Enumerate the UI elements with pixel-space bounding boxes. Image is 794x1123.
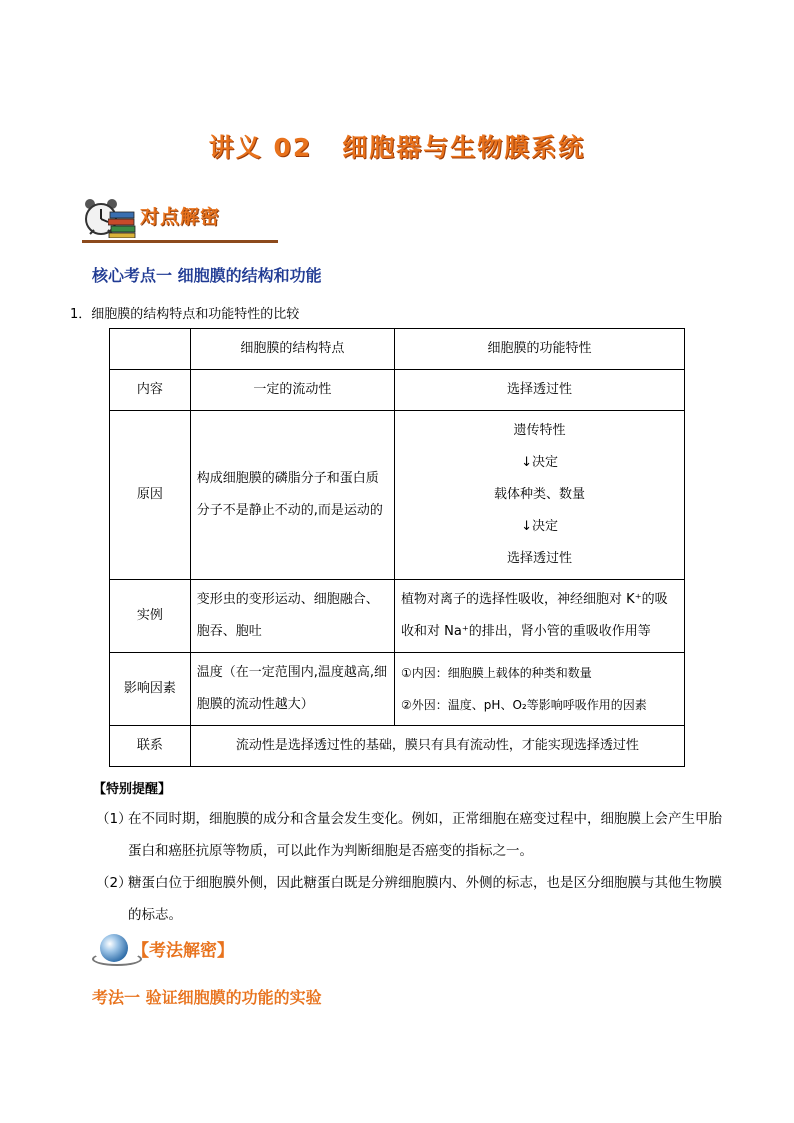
lecture-title: 细胞器与生物膜系统: [342, 133, 586, 162]
table-cell: 选择透过性: [395, 370, 685, 411]
tip-text: 在不同时期，细胞膜的成分和含量会发生变化。例如，正常细胞在癌变过程中，细胞膜上会产生甲胎蛋白和癌胚抗原等物质，可以此作为判断细胞是否癌变的指标之一。: [128, 811, 722, 859]
table-cell: 流动性是选择透过性的基础，膜只有具有流动性，才能实现选择透过性: [190, 726, 684, 767]
table-cell: [395, 411, 685, 580]
section-banner-underline: [82, 240, 278, 243]
question-title: 1．细胞膜的结构特点和功能特性的比较: [70, 307, 300, 322]
core-point-title: 核心考点一 细胞膜的结构和功能: [92, 266, 322, 285]
table-header-cell: 细胞膜的功能特性: [395, 329, 685, 370]
table-row: [110, 653, 685, 726]
table-row: [110, 370, 685, 411]
tip-number: （2）: [96, 875, 132, 891]
table-row: [110, 726, 685, 767]
row-label: 联系: [110, 726, 191, 767]
tip-item: [96, 803, 726, 867]
table-header-row: [110, 329, 685, 370]
method-banner: [92, 930, 292, 970]
row-label: 原因: [110, 411, 191, 580]
table-cell: [395, 653, 685, 726]
factor-internal: ①内因：细胞膜上载体的种类和数量: [401, 666, 592, 680]
lecture-number: 讲义 02: [208, 133, 313, 162]
reason-line: 遗传特性: [513, 423, 566, 438]
reason-line: 选择透过性: [507, 551, 573, 566]
table-row: [110, 580, 685, 653]
section-banner: [82, 198, 278, 246]
method-banner-label: 【考法解密】: [132, 941, 234, 961]
section-banner-label: 对点解密: [140, 206, 221, 228]
table-cell: 变形虫的变形运动、细胞融合、胞吞、胞吐: [190, 580, 394, 653]
tips-title: 【特别提醒】: [93, 782, 172, 797]
page-title: [0, 128, 794, 164]
books-icon: [108, 208, 136, 238]
row-label: 实例: [110, 580, 191, 653]
factor-external: ②外因：温度、pH、O₂等影响呼吸作用的因素: [401, 698, 647, 712]
row-label: 内容: [110, 370, 191, 411]
table-row: [110, 411, 685, 580]
reason-arrow: ↓决定: [521, 455, 558, 470]
table-header-cell: 细胞膜的结构特点: [190, 329, 394, 370]
method-title: 考法一 验证细胞膜的功能的实验: [92, 988, 322, 1007]
reason-line: 载体种类、数量: [494, 487, 586, 502]
table-cell: 植物对离子的选择性吸收，神经细胞对 K⁺的吸收和对 Na⁺的排出，肾小管的重吸收作用等: [395, 580, 685, 653]
tip-item: [96, 867, 726, 931]
comparison-table: [109, 328, 685, 767]
table-cell: 温度（在一定范围内,温度越高,细胞膜的流动性越大）: [190, 653, 394, 726]
tip-text: 糖蛋白位于细胞膜外侧，因此糖蛋白既是分辨细胞膜内、外侧的标志，也是区分细胞膜与其他生物膜的标志。: [128, 875, 722, 923]
reason-arrow: ↓决定: [521, 519, 558, 534]
globe-icon: [100, 934, 128, 962]
table-cell: 构成细胞膜的磷脂分子和蛋白质分子不是静止不动的,而是运动的: [190, 411, 394, 580]
table-header-cell: [110, 329, 191, 370]
table-cell: 一定的流动性: [190, 370, 394, 411]
row-label: 影响因素: [110, 653, 191, 726]
tip-number: （1）: [96, 811, 132, 827]
